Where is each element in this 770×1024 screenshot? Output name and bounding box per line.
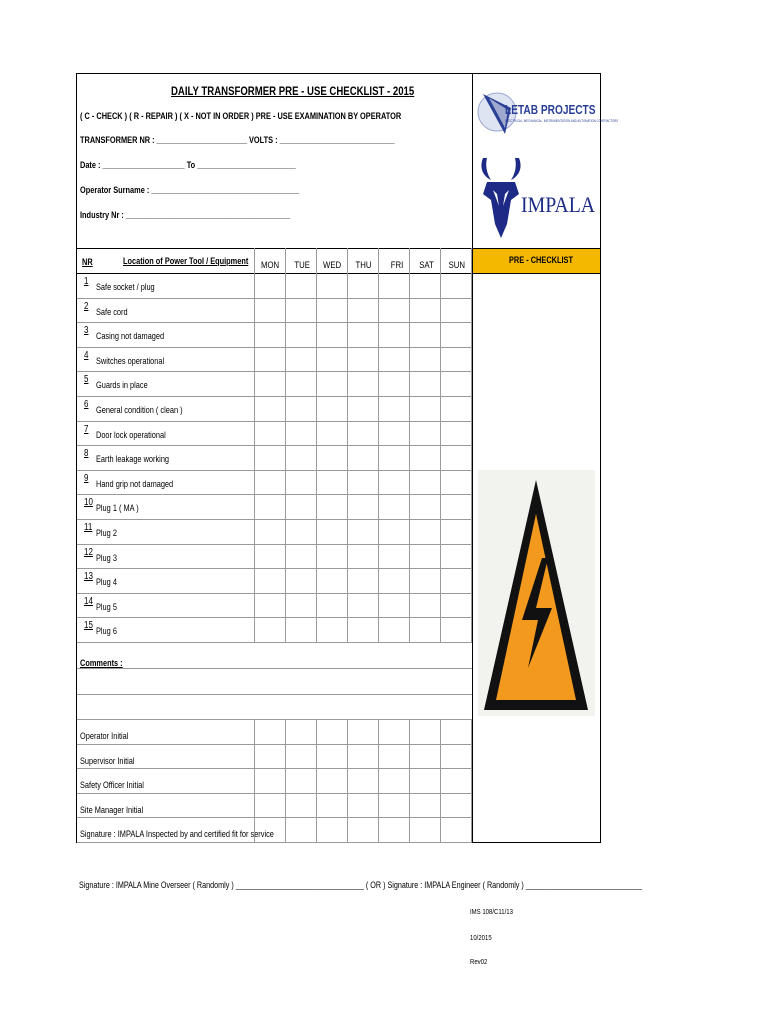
initials-label: Supervisor Initial bbox=[80, 755, 135, 766]
letab-subtitle: ELECTRICAL, MECHANICAL, INSTRUMENTATION AND AUTOMATION CONTRACTORS bbox=[505, 118, 619, 123]
table-row bbox=[77, 568, 472, 593]
row-number: 5 bbox=[84, 374, 89, 386]
row-number: 9 bbox=[84, 472, 89, 484]
row-label: Guards in place bbox=[96, 380, 148, 391]
initials-rule bbox=[77, 842, 472, 843]
item-header: Location of Power Tool / Equipment bbox=[123, 256, 249, 266]
row-label: Plug 6 bbox=[96, 626, 117, 637]
pre-checklist-label: PRE - CHECKLIST bbox=[509, 255, 573, 265]
reference-code: IMS 108/C11/13 bbox=[470, 907, 513, 916]
nr-header: NR bbox=[82, 257, 93, 267]
day-header-thu: THU bbox=[355, 260, 372, 271]
row-number: 10 bbox=[84, 497, 93, 509]
side-column-divider bbox=[472, 74, 473, 842]
row-label: Plug 1 ( MA ) bbox=[96, 503, 139, 514]
day-header-mon: MON bbox=[260, 260, 279, 271]
row-label: Casing not damaged bbox=[96, 331, 165, 342]
initials-rule bbox=[77, 744, 472, 745]
initials-label: Safety Officer Initial bbox=[80, 780, 144, 790]
row-number: 1 bbox=[84, 276, 89, 287]
initials-label: Site Manager Initial bbox=[80, 804, 144, 815]
row-number: 12 bbox=[84, 546, 93, 558]
row-number: 3 bbox=[84, 325, 89, 337]
initials-label: Signature : IMPALA Inspected by and certified fit for service bbox=[80, 829, 274, 839]
table-row bbox=[77, 445, 472, 470]
comment-rule bbox=[77, 694, 472, 695]
comment-rule bbox=[77, 719, 472, 720]
comments-label: Comments : bbox=[80, 658, 123, 668]
impala-logo bbox=[477, 154, 599, 242]
row-label: Switches operational bbox=[96, 355, 165, 366]
document-title: DAILY TRANSFORMER PRE - USE CHECKLIST - 2015 bbox=[171, 84, 415, 98]
legend-text: ( C - CHECK ) ( R - REPAIR ) ( X - NOT IN ORDER ) PRE - USE EXAMINATION BY OPERATOR bbox=[80, 111, 402, 121]
date-field: Date : ____________________ To ________________________ bbox=[80, 160, 296, 170]
day-header-sun: SUN bbox=[448, 260, 465, 271]
initials-column-rule bbox=[409, 719, 410, 842]
initials-column-rule bbox=[347, 719, 348, 842]
row-label: Plug 5 bbox=[96, 601, 117, 612]
letab-name: LETAB PROJECTS bbox=[505, 102, 596, 117]
row-label: Safe cord bbox=[96, 306, 128, 317]
row-number: 2 bbox=[84, 300, 89, 312]
checklist-sheet bbox=[76, 73, 619, 843]
day-header-fri: FRI bbox=[390, 260, 403, 271]
impala-name: IMPALA bbox=[521, 192, 596, 217]
initials-rule bbox=[77, 768, 472, 769]
table-row bbox=[77, 273, 472, 298]
initials-column-rule bbox=[316, 719, 317, 842]
day-header-tue: TUE bbox=[294, 260, 310, 271]
warning-sign bbox=[478, 470, 595, 716]
day-header-wed: WED bbox=[322, 260, 341, 271]
row-number: 6 bbox=[84, 399, 89, 410]
row-label: Safe socket / plug bbox=[96, 282, 155, 292]
reference-revision: Rev02 bbox=[470, 957, 488, 966]
table-row bbox=[77, 421, 472, 446]
initials-column-rule bbox=[254, 719, 255, 842]
row-number: 13 bbox=[84, 571, 93, 583]
initials-column-rule bbox=[440, 719, 441, 842]
electrical-hazard-warning-icon bbox=[478, 470, 595, 716]
row-label: Plug 2 bbox=[96, 528, 117, 538]
row-label: Plug 3 bbox=[96, 552, 117, 563]
table-row bbox=[77, 396, 472, 421]
row-number: 7 bbox=[84, 423, 89, 435]
row-label: Door lock operational bbox=[96, 429, 166, 440]
row-number: 15 bbox=[84, 620, 93, 632]
row-rule bbox=[77, 642, 472, 643]
table-row bbox=[77, 494, 472, 519]
table-row bbox=[77, 519, 472, 544]
letab-logo bbox=[475, 84, 619, 144]
row-label: General condition ( clean ) bbox=[96, 405, 183, 415]
table-row bbox=[77, 617, 472, 642]
day-header-sat: SAT bbox=[419, 260, 434, 271]
initials-rule bbox=[77, 793, 472, 794]
row-label: Earth leakage working bbox=[96, 454, 170, 465]
industry-field: Industry Nr : ________________________________________ bbox=[80, 210, 291, 220]
table-row bbox=[77, 298, 472, 323]
operator-field: Operator Surname : ____________________________________ bbox=[80, 185, 300, 195]
row-label: Hand grip not damaged bbox=[96, 478, 174, 489]
table-row bbox=[77, 322, 472, 347]
table-row bbox=[77, 347, 472, 372]
comment-rule bbox=[77, 668, 472, 669]
transformer-field: TRANSFORMER NR : ______________________ VOLTS : ____________________________ bbox=[80, 135, 395, 145]
row-number: 11 bbox=[84, 522, 93, 533]
signature-line: Signature : IMPALA Mine Overseer ( Randomly ) ________________________________ ( OR ) Signature : IMPALA Engineer ( Randomly ) _____________________________ bbox=[79, 880, 642, 890]
initials-column-rule bbox=[471, 719, 472, 842]
table-row bbox=[77, 544, 472, 569]
initials-rule bbox=[77, 817, 472, 818]
reference-date: 10/2015 bbox=[470, 933, 492, 942]
table-row bbox=[77, 470, 472, 495]
initials-column-rule bbox=[285, 719, 286, 842]
impala-head-icon bbox=[477, 154, 525, 242]
row-number: 14 bbox=[84, 595, 93, 607]
row-number: 4 bbox=[84, 349, 89, 361]
initials-label: Operator Initial bbox=[80, 731, 129, 741]
table-row bbox=[77, 593, 472, 618]
table-row bbox=[77, 371, 472, 396]
row-label: Plug 4 bbox=[96, 577, 117, 588]
initials-column-rule bbox=[378, 719, 379, 842]
row-number: 8 bbox=[84, 448, 89, 460]
